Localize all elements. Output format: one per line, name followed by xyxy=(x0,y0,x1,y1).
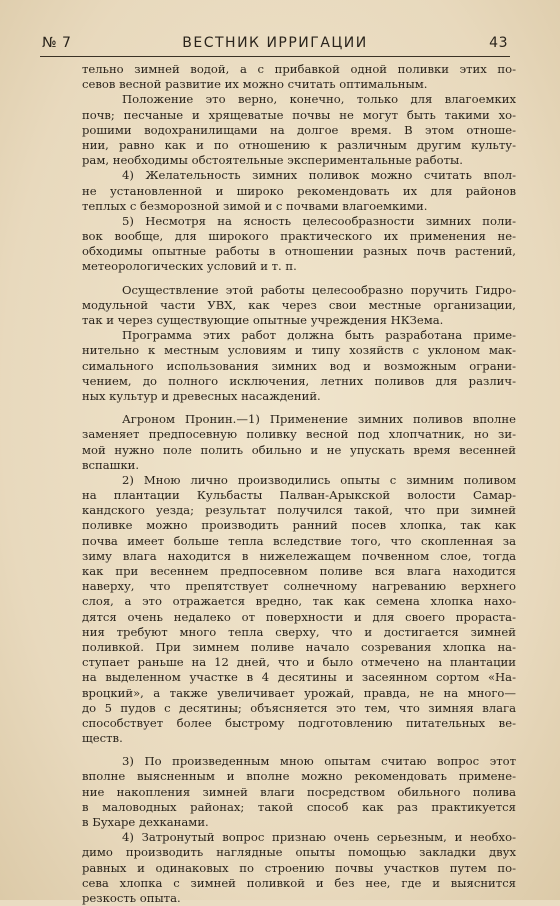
text-line: на выделенном участке в 4 десятины и засеянном сортом «На- xyxy=(82,670,516,685)
text-line: димо производить наглядные опыты помощью закладки двух xyxy=(82,845,516,860)
text-line: вок вообще, для широкого практического их применения не- xyxy=(82,229,516,244)
text-line: мой нужно поле полить обильно и не упускать время весенней xyxy=(82,442,516,457)
paragraph xyxy=(82,214,516,275)
text-line: Положение это верно, конечно, только для влагоемких xyxy=(122,92,516,107)
text-line: в маловодных районах; такой способ как раз практикуется xyxy=(82,799,516,814)
paragraph xyxy=(82,168,516,214)
text-line: на плантации Кульбасты Палван-Арыкской волости Самар- xyxy=(82,488,516,503)
text-line: нительно к местным условиям и типу хозяйств с уклоном мак- xyxy=(82,343,516,358)
text-line: вполне выясненным и вполне можно рекомендовать примене- xyxy=(82,769,516,784)
text-line: севов весной развитие их можно считать оптимальным. xyxy=(82,77,428,92)
text-line: 5) Несмотря на ясность целесообразности зимних поли- xyxy=(122,213,516,228)
text-line: сева хлопка с зимней поливкой и без нее, где и выяснится xyxy=(82,875,516,890)
text-line: поливкой. При зимнем поливе начало созревания хлопка на- xyxy=(82,639,516,654)
text-line: ступает раньше на 12 дней, что и было отмечено на плантации xyxy=(82,655,516,670)
text-line: обходимы опытные работы в отношении разных почв растений, xyxy=(82,244,516,259)
text-line: 4) Желательность зимних поливок можно считать впол- xyxy=(122,168,516,183)
text-line: нии, равно как и по отношению к различным другим культу- xyxy=(82,137,516,152)
text-line: кандского уезда; результат получился такой, что при зимней xyxy=(82,503,516,518)
text-line: заменяет предпосевную поливку весной под хлопчатник, но зи- xyxy=(82,427,516,442)
text-line: слоя, а это отражается вредно, так как семена хлопка нахо- xyxy=(82,594,516,609)
text-line: 4) Затронутый вопрос признаю очень серьезным, и необхо- xyxy=(122,830,516,845)
text-line: симального использования зимних вод и возможным ограни- xyxy=(82,358,516,373)
text-line: ществ. xyxy=(82,731,123,746)
page-number: 43 xyxy=(489,35,508,51)
running-header xyxy=(40,32,510,57)
paragraph-gap xyxy=(82,404,516,412)
paragraph-gap xyxy=(82,275,516,283)
text-line: ния требуют много тепла сверху, что и достигается зимней xyxy=(82,624,516,639)
text-line: почв; песчаные и хрящеватые почвы не могут быть такими хо- xyxy=(82,107,516,122)
paragraph xyxy=(82,328,516,404)
text-line: равных и одинаковых по строению почвы участков путем по- xyxy=(82,860,516,875)
text-line: резкость опыта. xyxy=(82,890,181,905)
issue-number: № 7 xyxy=(42,35,72,51)
text-line: Осуществление этой работы целесообразно поручить Гидро- xyxy=(122,282,516,297)
text-line: наверху, что препятствует солнечному нагреванию верхнего xyxy=(82,579,516,594)
paragraph xyxy=(82,92,516,168)
text-line: рошими водохранилищами на долгое время. В этом отноше- xyxy=(82,122,516,137)
text-line: в Бухаре дехканами. xyxy=(82,815,209,829)
text-line: поливке можно производить ранний посев хлопка, так как xyxy=(82,518,516,533)
text-line: до 5 пудов с десятины; объясняется это тем, что зимняя влага xyxy=(82,700,516,715)
text-line: вроцкий», а также увеличивает урожай, правда, не на много— xyxy=(82,685,516,700)
text-line: 3) По произведенным мною опытам считаю вопрос этот xyxy=(122,754,516,769)
text-line: 2) Мною лично производились опыты с зимним поливом xyxy=(122,472,516,487)
text-line: зиму влага находится в нижележащем почвенном слое, тогда xyxy=(82,548,516,563)
text-line: рам, необходимы обстоятельные экспериментальные работы. xyxy=(82,153,463,168)
text-line: как при весеннем предпосевном поливе вся влага находится xyxy=(82,564,516,578)
text-line: вспашки. xyxy=(82,457,140,472)
text-line: способствует более быстрому подготовлению питательных ве- xyxy=(82,715,516,730)
text-line: Агроном Пронин.—1) Применение зимних поливов вполне xyxy=(122,412,516,427)
text-line: так и через существующие опытные учреждения НКЗема. xyxy=(82,313,444,327)
journal-title: ВЕСТНИК ИРРИГАЦИИ xyxy=(182,35,368,51)
text-line: модульной части УВХ, как через свои местные организации, xyxy=(82,297,516,312)
paragraph xyxy=(82,283,516,329)
text-line: ных культур и древесных насаждений. xyxy=(82,388,321,403)
text-line: теплых с безморозной зимой и с почвами влагоемкими. xyxy=(82,198,428,213)
paragraph xyxy=(82,412,516,473)
paragraph xyxy=(82,473,516,746)
text-line: дятся очень недалеко от поверхности и для своего прораста- xyxy=(82,609,516,624)
paragraph-gap xyxy=(82,746,516,754)
text-line: Программа этих работ должна быть разработана приме- xyxy=(122,328,516,343)
paragraph xyxy=(82,62,516,92)
article-body xyxy=(82,62,516,906)
text-line: тельно зимней водой, а с прибавкой одной поливки этих по- xyxy=(82,62,516,76)
text-line: чением, до полного исключения, летних поливов для различ- xyxy=(82,373,516,388)
paragraph xyxy=(82,754,516,830)
text-line: метеорологических условий и т. п. xyxy=(82,259,297,274)
text-line: почва имеет больше тепла вследствие того, что скопленная за xyxy=(82,533,516,548)
text-line: не установленной и широко рекомендовать их для районов xyxy=(82,183,516,198)
paragraph xyxy=(82,830,516,906)
text-line: ние накопления зимней влаги посредством обильного полива xyxy=(82,784,516,799)
